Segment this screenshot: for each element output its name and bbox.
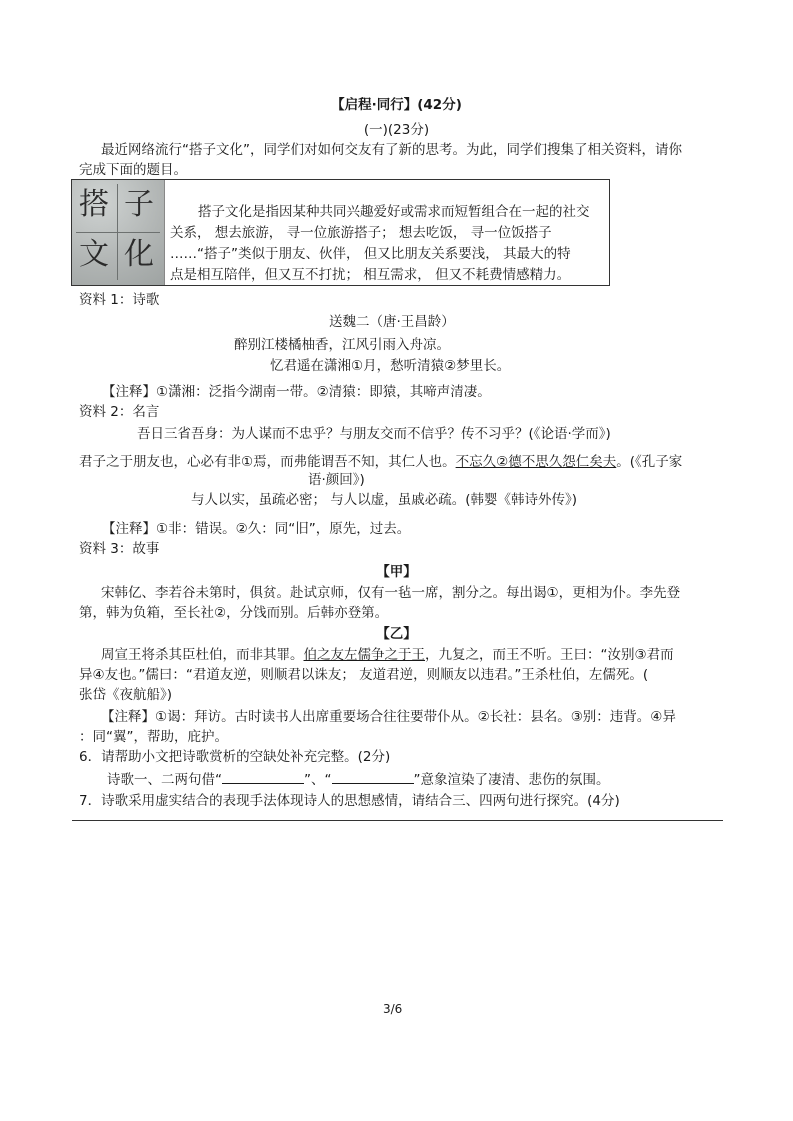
quote-source-cont: 语·颜回》) [308, 472, 365, 488]
poem-line-2: 忆君遥在潇湘①月，愁听清猿②梦里长。 [270, 358, 511, 374]
quote-text: 君子之于朋友也，心必有非①焉，而弗能谓吾不知，其仁人也。 [79, 454, 456, 470]
page-number: 3/6 [383, 1002, 403, 1016]
underlined-sentence: 不忘久②德不思久怨仁矣夫 [455, 454, 617, 470]
underlined-sentence: 伯之友左儒争之于王 [303, 647, 425, 663]
story-jia-title: 【甲】 [376, 564, 417, 580]
definition-text [170, 202, 602, 286]
divider-line [72, 820, 723, 821]
answer-blank-2[interactable] [332, 771, 414, 784]
story-yi-line-1 [101, 646, 674, 664]
quote-hanshi: 与人以实，虽疏必密； 与人以虚，虽戚必疏。(韩婴《韩诗外传》) [191, 492, 578, 508]
material-3-note-1: 【注释】①谒：拜访。古时读书人出席重要场合往往要带仆从。②长社：县名。③别：违背。④异 [101, 709, 676, 725]
question-6-fill-sentence [107, 771, 610, 789]
story-yi-line-2: 异④友也。”儒曰：“君道友逆，则顺君以诛友； 友道君逆，则顺友以违君。”王杀杜伯，左儒死。( [79, 667, 649, 683]
definition-box [71, 179, 610, 286]
definition-line: ……“搭子”类似于朋友、伙伴， 但又比朋友关系要浅， 其最大的特 [170, 246, 571, 262]
poem-title: 送魏二（唐·王昌龄） [329, 314, 455, 330]
quote-analects: 吾日三省吾身：为人谋而不忠乎？与朋友交而不信乎？传不习乎？(《论语·学而》) [137, 426, 611, 442]
intro-line-2: 完成下面的题目。 [79, 162, 187, 178]
story-jia-line-1: 宋韩亿、李若谷未第时，俱贫。赴试京师，仅有一毡一席，割分之。每出谒①，更相为仆。李先登 [101, 585, 681, 601]
fill-text: ”意象渲染了凄清、悲伤的氛围。 [413, 772, 610, 788]
poem-line-1: 醉别江楼橘柚香，江风引雨入舟凉。 [234, 337, 450, 353]
question-7: 7．诗歌采用虚实结合的表现手法体现诗人的思想感情，请结合三、四两句进行探究。(4分) [79, 793, 620, 809]
story-text: ，九复之，而王不听。王曰：“汝别③君而 [425, 647, 674, 663]
section-title: 【启程·同行】(42分) [331, 97, 462, 113]
definition-line: 关系， 想去旅游， 寻一位旅游搭子； 想去吃饭， 寻一位饭搭子 [170, 225, 552, 241]
question-6: 6．请帮助小文把诗歌赏析的空缺处补充完整。(2分) [79, 749, 391, 765]
material-1-note: 【注释】①潇湘：泛指今湖南一带。②清猿：即猿，其啼声清凄。 [102, 384, 491, 400]
seal-char: 搭 [79, 187, 109, 222]
story-yi-title: 【乙】 [376, 626, 417, 642]
definition-line: 搭子文化是指因某种共同兴趣爱好或需求而短暂组合在一起的社交 [198, 204, 590, 220]
material-1-label: 资料 1：诗歌 [79, 292, 160, 308]
material-3-note-2: ：同“翼”，帮助，庇护。 [79, 729, 228, 745]
part-title: (一)(23分) [363, 122, 430, 138]
story-yi-line-3: 张岱《夜航船》) [79, 687, 173, 703]
definition-line: 点是相互陪伴，但又互不打扰； 相互需求， 但又不耗费情感精力。 [170, 267, 571, 283]
material-2-note: 【注释】①非：错误。②久：同“旧”，原先，过去。 [102, 521, 411, 537]
material-2-label: 资料 2：名言 [79, 404, 160, 420]
intro-line-1: 最近网络流行“搭子文化”，同学们对如何交友有了新的思考。为此，同学们搜集了相关资料，请你 [101, 142, 682, 158]
quote-kongzi-jiayu [79, 453, 682, 471]
dazi-seal-image [72, 180, 165, 285]
story-jia-line-2: 第，韩为负箱，至长社②，分饯而别。后韩亦登第。 [79, 605, 389, 621]
story-text: 周宣王将杀其臣杜伯，而非其罪。 [101, 647, 304, 663]
fill-text: ”、“ [304, 772, 332, 788]
quote-source: 。(《孔子家 [616, 454, 683, 470]
seal-char: 化 [124, 237, 154, 272]
seal-char: 子 [124, 187, 154, 222]
material-3-label: 资料 3：故事 [79, 541, 160, 557]
fill-text: 诗歌一、二两句借“ [107, 772, 222, 788]
answer-blank-1[interactable] [222, 771, 304, 784]
seal-char: 文 [79, 237, 109, 272]
